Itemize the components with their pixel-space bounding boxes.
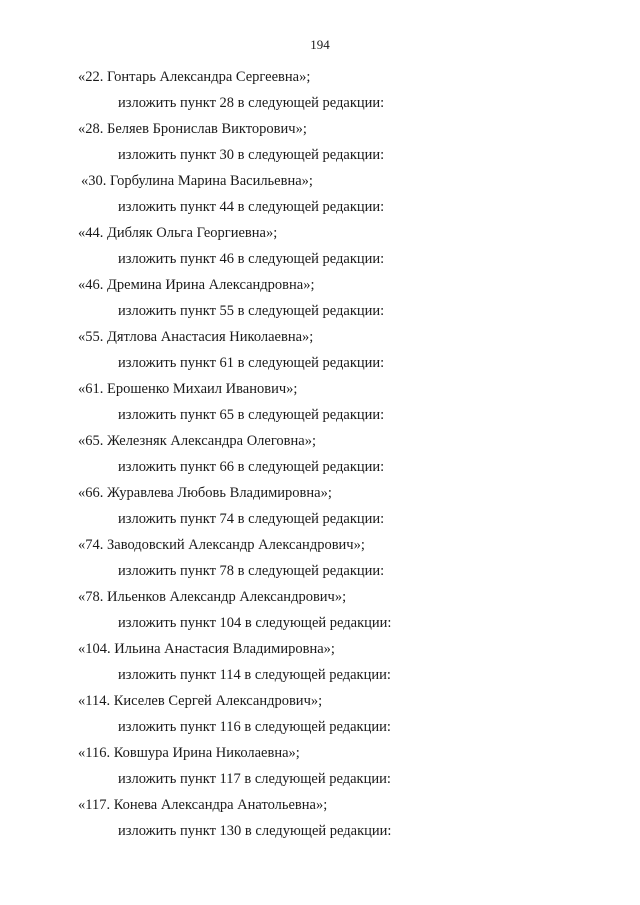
list-item-name: «28. Беляев Бронислав Викторович»; (78, 121, 307, 137)
list-item-name: «116. Ковшура Ирина Николаевна»; (78, 745, 300, 761)
list-item-name: «30. Горбулина Марина Васильевна»; (81, 173, 313, 189)
list-item-instruction: изложить пункт 74 в следующей редакции: (118, 511, 385, 527)
list-item-name: «78. Ильенков Александр Александрович»; (78, 589, 347, 605)
list-item-name: «46. Дремина Ирина Александровна»; (78, 277, 315, 293)
list-item-instruction: изложить пункт 28 в следующей редакции: (118, 95, 385, 111)
list-item-instruction: изложить пункт 65 в следующей редакции: (118, 407, 385, 423)
list-item-instruction: изложить пункт 30 в следующей редакции: (118, 147, 385, 163)
list-item-name: «65. Железняк Александра Олеговна»; (78, 433, 316, 449)
list-item-instruction: изложить пункт 130 в следующей редакции: (118, 823, 392, 839)
list-item-name: «117. Конева Александра Анатольевна»; (78, 797, 328, 813)
list-item-name: «61. Ерошенко Михаил Иванович»; (78, 381, 298, 397)
list-item-name: «104. Ильина Анастасия Владимировна»; (78, 641, 335, 657)
list-item-instruction: изложить пункт 61 в следующей редакции: (118, 355, 385, 371)
list-item-instruction: изложить пункт 78 в следующей редакции: (118, 563, 385, 579)
list-item-name: «66. Журавлева Любовь Владимировна»; (78, 485, 332, 501)
list-item-name: «114. Киселев Сергей Александрович»; (78, 693, 323, 709)
list-item-instruction: изложить пункт 46 в следующей редакции: (118, 251, 385, 267)
list-item-name: «22. Гонтарь Александра Сергеевна»; (78, 69, 311, 85)
list-item-instruction: изложить пункт 66 в следующей редакции: (118, 459, 385, 475)
list-item-instruction: изложить пункт 104 в следующей редакции: (118, 615, 392, 631)
list-item-name: «44. Дибляк Ольга Георгиевна»; (78, 225, 278, 241)
list-item-name: «55. Дятлова Анастасия Николаевна»; (78, 329, 314, 345)
list-item-instruction: изложить пункт 55 в следующей редакции: (118, 303, 385, 319)
list-item-instruction: изложить пункт 44 в следующей редакции: (118, 199, 385, 215)
list-item-instruction: изложить пункт 117 в следующей редакции: (118, 771, 391, 787)
list-item-instruction: изложить пункт 114 в следующей редакции: (118, 667, 391, 683)
page-number: 194 (310, 37, 330, 52)
list-item-instruction: изложить пункт 116 в следующей редакции: (118, 719, 391, 735)
list-item-name: «74. Заводовский Александр Александрович»; (78, 537, 365, 553)
